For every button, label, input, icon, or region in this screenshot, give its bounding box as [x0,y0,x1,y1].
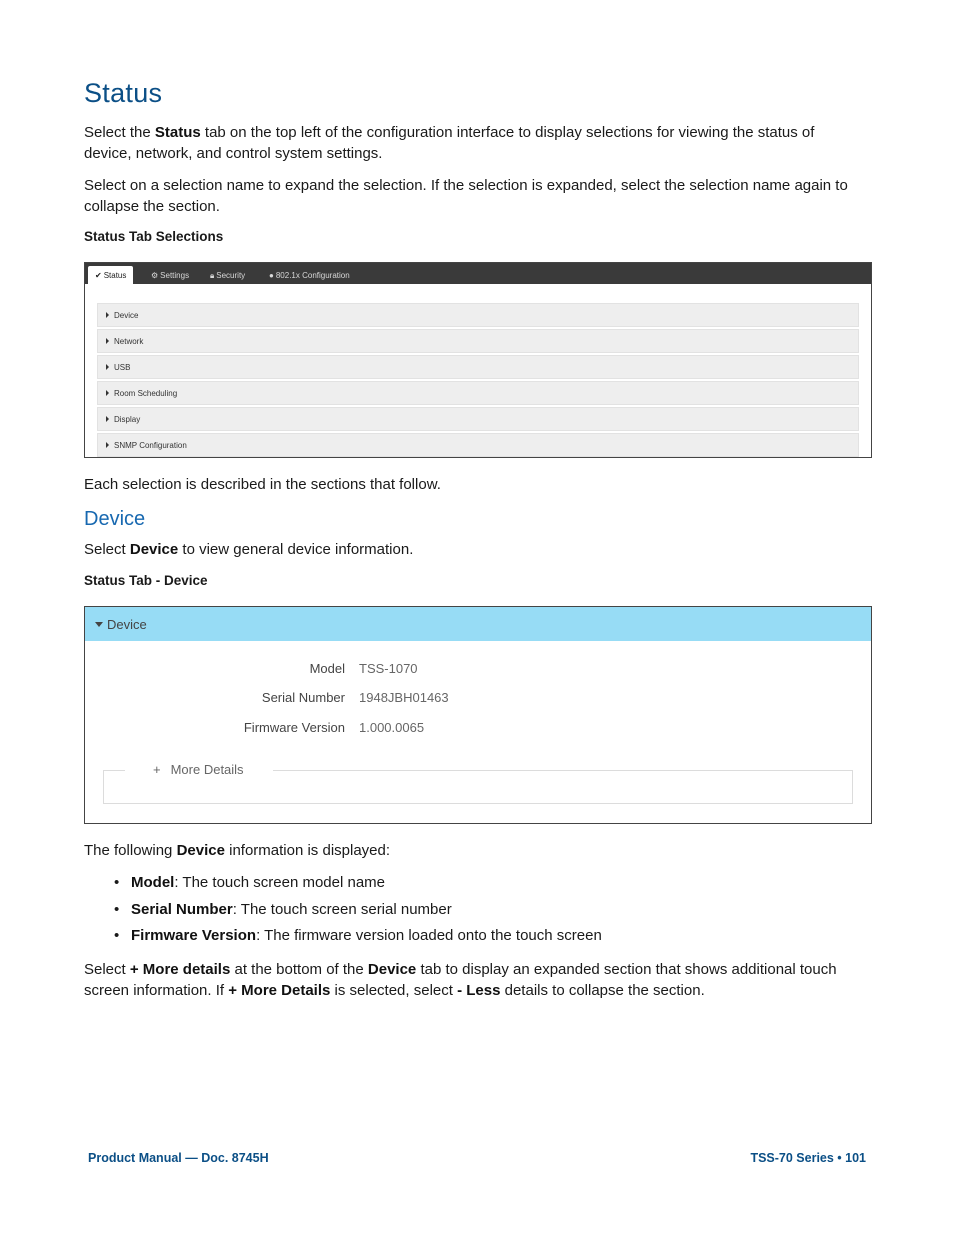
device-panel-header[interactable]: Device [85,607,871,641]
device-section-paragraph: Select Device to view general device information. [84,541,414,558]
selection-display[interactable]: Display [97,407,859,431]
more-details-rule-left [103,770,125,771]
device-row-firmware-version: Firmware Version 1.000.0065 [243,720,425,735]
device-row-model: Model TSS-1070 [309,661,418,676]
lock-icon: 🔒︎ [210,270,215,280]
selection-usb[interactable]: USB [97,355,859,379]
gear-icon: ⚙ [151,271,159,280]
list-item: • Model: The touch screen model name [114,872,602,893]
caret-right-icon [106,390,109,396]
tab-8021x-configuration[interactable]: ● 802.1x Configuration [269,271,350,280]
device-info-intro: The following Device information is displayed: [84,842,391,859]
circle-gear-icon: ● [269,271,274,280]
device-row-serial-number: Serial Number 1948JBH01463 [261,690,449,705]
caret-right-icon [106,312,109,318]
after-screenshot-paragraph: Each selection is described in the sections that follow. [84,476,441,493]
list-item: • Firmware Version: The firmware version loaded onto the touch screen [114,925,602,946]
intro-paragraph-2: Select on a selection name to expand the selection. If the selection is expanded, select the selection name again to collapse the section. [84,177,848,215]
tab-bar [85,263,871,284]
footer-left: Product Manual — Doc. 8745H [88,1151,269,1165]
device-info-list [114,872,602,952]
selection-snmp-configuration[interactable]: SNMP Configuration [97,433,859,457]
figure-caption-status-tab-device: Status Tab - Device [84,573,208,588]
caret-down-icon [95,622,103,627]
tab-settings[interactable]: ⚙ Settings [151,271,190,280]
caret-right-icon [106,442,109,448]
device-panel-screenshot [84,606,872,824]
figure-caption-status-tab-selections: Status Tab Selections [84,229,224,244]
device-section-heading: Device [84,508,146,530]
plus-icon: + [153,762,161,777]
more-details-rule-right [273,770,852,771]
more-details-toggle[interactable]: + More Details [149,762,248,777]
footer-right: TSS-70 Series • 101 [750,1151,866,1165]
selection-room-scheduling[interactable]: Room Scheduling [97,381,859,405]
tab-status[interactable]: ✔ Status [88,266,133,284]
intro-paragraph-1: Select the Status tab on the top left of the configuration interface to display selections for viewing the status of device, network, and control system settings. [84,124,815,162]
caret-right-icon [106,364,109,370]
selection-network[interactable]: Network [97,329,859,353]
selection-list [97,303,859,459]
page-title: Status [84,78,163,108]
caret-right-icon [106,338,109,344]
check-icon: ✔ [95,270,102,280]
status-tab-selections-screenshot [84,262,872,458]
caret-right-icon [106,416,109,422]
selection-device[interactable]: Device [97,303,859,327]
tab-security[interactable]: 🔒︎ Security [210,270,246,280]
closing-paragraph: Select + More details at the bottom of the Device tab to display an expanded section that shows additional touch screen information. If + More Details is selected, select - Less details to collapse the section. [84,961,837,999]
list-item: • Serial Number: The touch screen serial number [114,899,602,920]
